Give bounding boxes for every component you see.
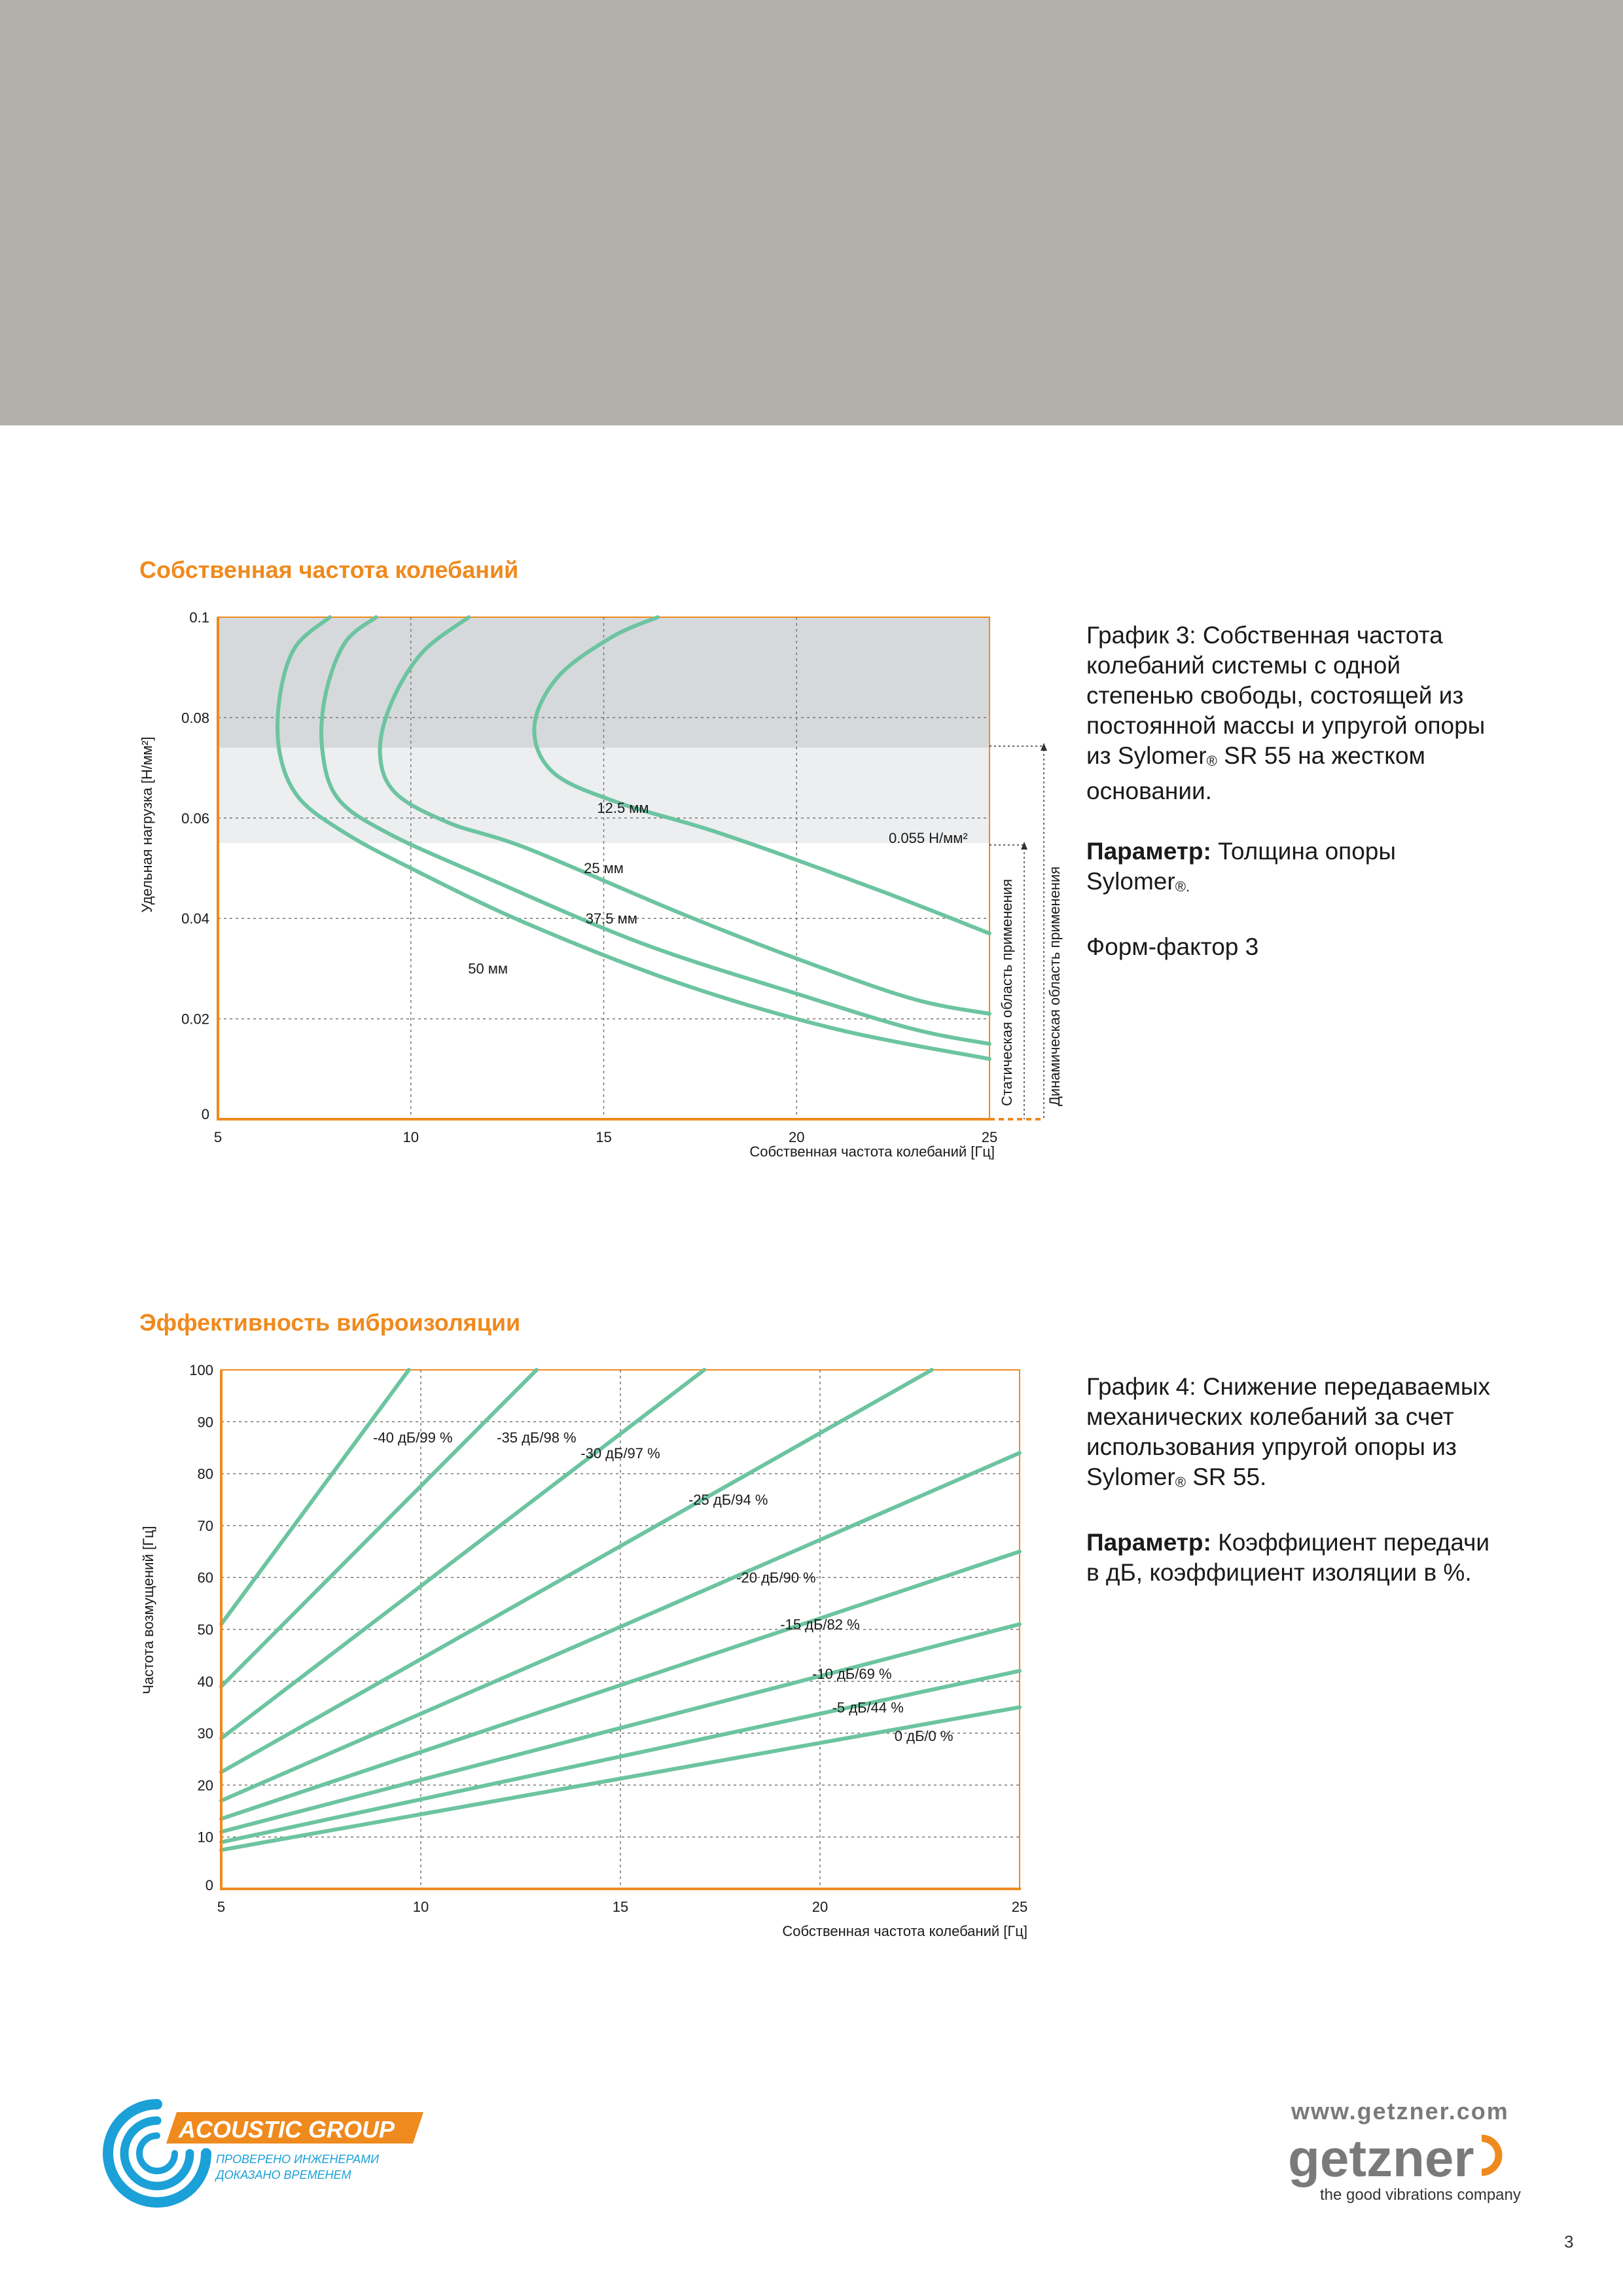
chart1-description	[1086, 620, 1505, 992]
chart2-y-tick: 20	[197, 1777, 213, 1794]
isolation-line-label: -30 дБ/97 %	[580, 1444, 660, 1462]
isolation-line-label: -10 дБ/69 %	[812, 1665, 892, 1682]
chart2-description	[1086, 1372, 1505, 1618]
chart1-y-tick: 0	[201, 1106, 209, 1122]
chart1-x-tick: 25	[981, 1129, 998, 1145]
isolation-line-label: -40 дБ/99 %	[373, 1429, 453, 1446]
chart1-form-factor: Форм-фактор 3	[1086, 933, 1259, 960]
chart1-x-label: Собственная частота колебаний [Гц]	[749, 1143, 995, 1160]
getzner-wave-icon	[1482, 2138, 1499, 2172]
isolation-line-label: -15 дБ/82 %	[780, 1616, 860, 1633]
section-title-isolation: Эффективность виброизоляции	[139, 1309, 521, 1336]
chart2-y-tick: 80	[197, 1465, 213, 1482]
section-title-natural-frequency: Собственная частота колебаний	[139, 556, 519, 583]
static-region-label: Статическая область применения	[999, 878, 1015, 1106]
chart2-param-text: Коэффициент передачи в дБ, коэффициент изоляции в %.	[1086, 1529, 1490, 1586]
chart2-y-tick: 10	[197, 1829, 213, 1846]
acoustic-group-logo	[95, 2091, 461, 2215]
isolation-line-label: -5 дБ/44 %	[832, 1699, 904, 1716]
chart1-x-tick: 20	[789, 1129, 805, 1145]
isolation-line	[221, 1370, 537, 1687]
curve-label: 12.5 мм	[597, 800, 649, 817]
chart1-brand: Sylomer	[1117, 742, 1207, 769]
chart1-x-tick: 5	[213, 1129, 223, 1145]
chart1-param-label: Параметр:	[1086, 838, 1211, 865]
isolation-line	[221, 1671, 1020, 1842]
acoustic-slogan-1: ПРОВЕРЕНО ИНЖЕНЕРАМИ	[216, 2153, 379, 2166]
acoustic-slogan-2: ДОКАЗАНО ВРЕМЕНЕМ	[216, 2168, 351, 2181]
acoustic-group-name: ACOUSTIC GROUP	[179, 2116, 395, 2143]
chart1-y-tick: 0.1	[189, 609, 209, 626]
isolation-line	[221, 1370, 409, 1624]
chart2-y-tick: 60	[197, 1570, 213, 1587]
chart2-y-tick: 40	[197, 1673, 213, 1690]
getzner-logo	[1283, 2130, 1544, 2209]
natural-frequency-chart	[0, 589, 1113, 1178]
curve-label: 25 мм	[584, 860, 624, 877]
chart2-param-label: Параметр:	[1086, 1529, 1211, 1556]
chart2-y-tick: 100	[189, 1362, 213, 1378]
header-band	[0, 0, 1623, 425]
chart1-y-tick: 0.06	[181, 810, 209, 827]
dynamic-region-label: Динамическая область применения	[1046, 866, 1063, 1106]
chart2-x-tick: 15	[612, 1899, 629, 1915]
chart2-x-tick: 5	[217, 1899, 226, 1915]
chart1-x-tick: 10	[402, 1129, 419, 1145]
chart1-y-label: Удельная нагрузка [Н/мм²]	[139, 736, 155, 913]
chart1-desc-text-2: SR 55 на жестком основании.	[1086, 742, 1425, 804]
chart1-desc-text: График 3: Собственная частота колебаний системы с одной степенью свободы, состоящей из постоянной массы и упругой опоры из	[1086, 622, 1486, 769]
getzner-tagline: the good vibrations company	[1320, 2186, 1521, 2204]
chart1-y-tick: 0.02	[181, 1011, 209, 1028]
chart1-x-tick: 15	[596, 1129, 612, 1145]
isolation-line-label: -20 дБ/90 %	[736, 1570, 816, 1587]
registered-mark: ®	[1175, 1474, 1186, 1490]
chart1-param-text: Толщина опоры	[1218, 838, 1396, 865]
page-number: 3	[1564, 2232, 1574, 2251]
chart2-x-tick: 25	[1011, 1899, 1028, 1915]
chart2-desc-text-2: SR 55.	[1192, 1463, 1267, 1490]
static-arrow-icon	[1021, 842, 1027, 850]
curve-label: 50 мм	[468, 960, 508, 977]
isolation-line-label: -25 дБ/94 %	[688, 1492, 768, 1509]
band-threshold-label: 0.055 Н/мм²	[889, 830, 968, 846]
isolation-line-label: 0 дБ/0 %	[894, 1727, 954, 1744]
chart2-y-label: Частота возмущений [Гц]	[140, 1526, 156, 1695]
isolation-line-label: -35 дБ/98 %	[497, 1429, 577, 1446]
isolation-efficiency-chart	[0, 1342, 1113, 1964]
chart2-x-label: Собственная частота колебаний [Гц]	[782, 1923, 1027, 1939]
website-link[interactable]: www.getzner.com	[1291, 2098, 1509, 2125]
chart2-x-tick: 20	[812, 1899, 829, 1915]
chart2-y-tick: 70	[197, 1517, 213, 1534]
chart1-param-brand: Sylomer	[1086, 868, 1175, 895]
chart2-y-tick: 30	[197, 1725, 213, 1742]
chart1-y-tick: 0.04	[181, 910, 209, 927]
chart2-desc-text: График 4: Снижение передаваемых механических колебаний за счет использования упругой опоры из	[1086, 1373, 1490, 1460]
chart1-y-tick: 0.08	[181, 709, 209, 726]
getzner-wordmark: getzner	[1288, 2130, 1474, 2187]
curve-label: 37.5 мм	[585, 910, 637, 927]
chart2-x-tick: 10	[412, 1899, 429, 1915]
registered-mark: ®	[1206, 753, 1217, 769]
chart2-y-tick: 50	[197, 1621, 213, 1638]
dynamic-arrow-icon	[1041, 743, 1047, 751]
registered-mark: ®.	[1175, 878, 1190, 895]
chart2-y-tick: 90	[197, 1414, 213, 1431]
chart2-y-tick: 0	[205, 1877, 213, 1893]
chart2-brand: Sylomer	[1086, 1463, 1175, 1490]
